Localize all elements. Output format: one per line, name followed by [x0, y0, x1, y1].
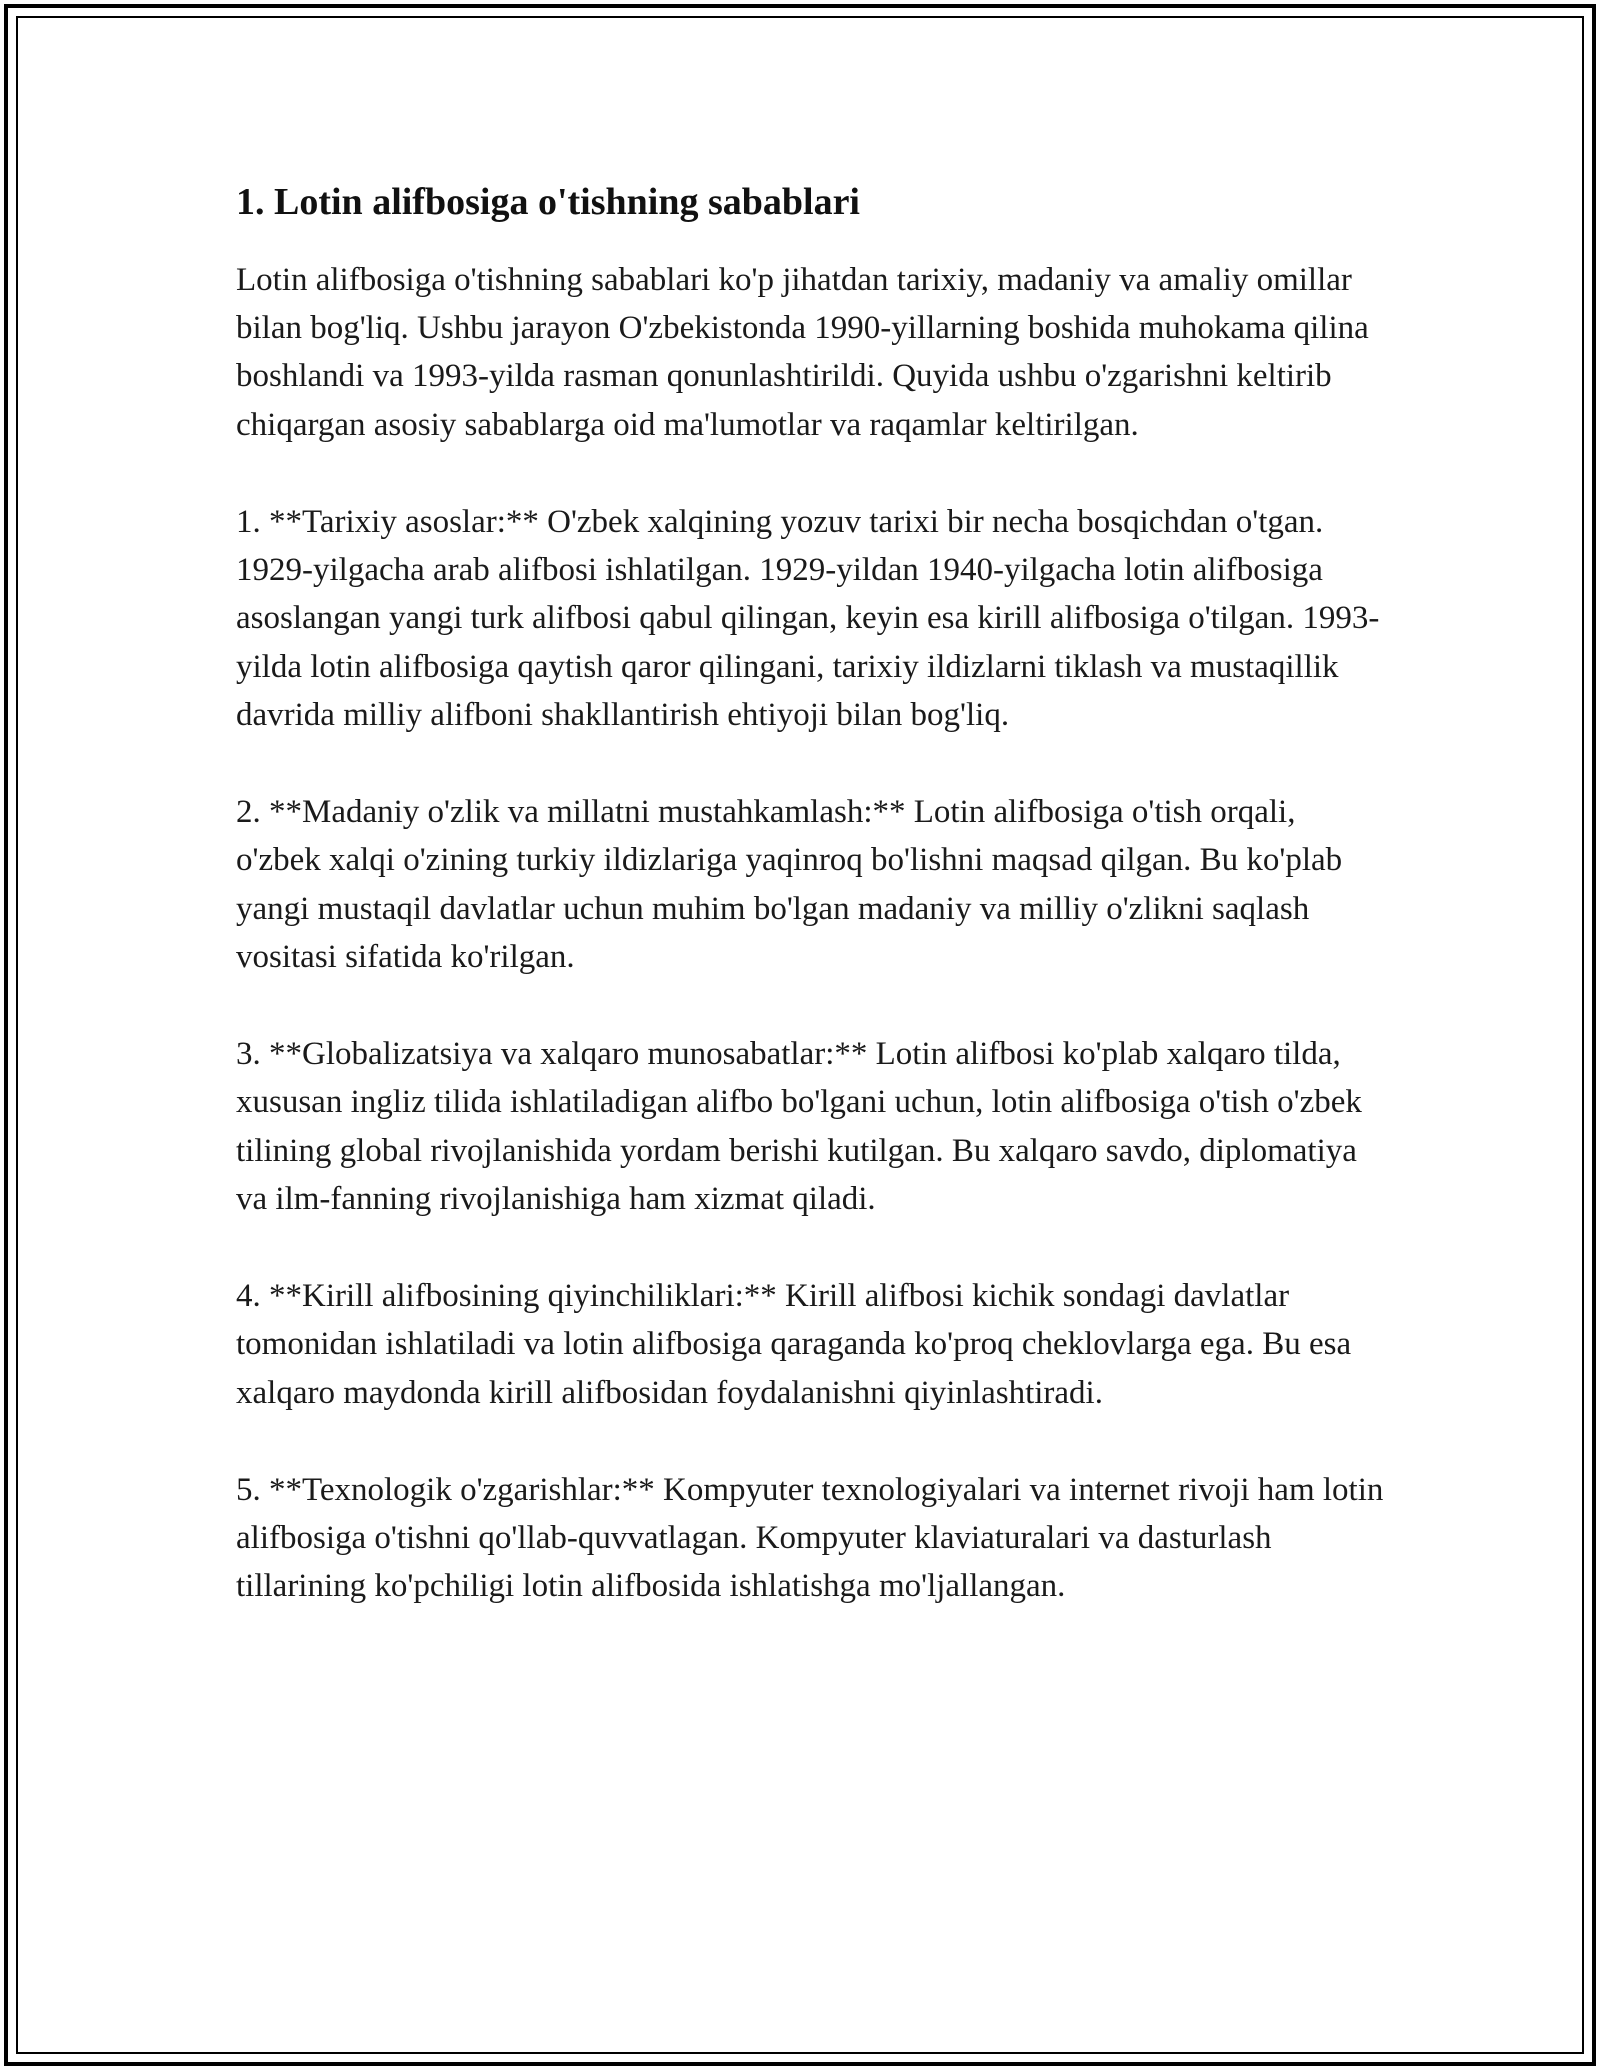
point-historical: 1. **Tarixiy asoslar:** O'zbek xalqining yozuv tarixi bir necha bosqichdan o'tgan. 1929-yilgacha arab alifbosi ishlatilgan. 1929-yildan 1940-yilgacha lotin alifbosiga asoslangan yangi turk alifbosi qabul qilingan, keyin esa kirill alifbosiga o'tilgan. 1993-yilda lotin alifbosiga qaytish qaror qilingani, tarixiy ildizlarni tiklash va mustaqillik davrida milliy alifboni shakllantirish ehtiyoji bilan bog'liq.	[236, 503, 1380, 734]
document-body	[236, 180, 1386, 1611]
page-title: 1. Lotin alifbosiga o'tishning sabablari	[236, 181, 860, 223]
point-technology: 5. **Texnologik o'zgarishlar:** Kompyuter texnologiyalari va internet rivoji ham lotin alifbosiga o'tishni qo'llab-quvvatlagan. Kompyuter klaviaturalari va dasturlash tillarining ko'pchiligi lotin alifbosida ishlatishga mo'ljallangan.	[236, 1471, 1384, 1605]
point-globalization: 3. **Globalizatsiya va xalqaro munosabatlar:** Lotin alifbosi ko'plab xalqaro tilda, xususan ingliz tilida ishlatiladigan alifbo bo'lgani uchun, lotin alifbosiga o'tish o'zbek tilining global rivojlanishida yordam berishi kutilgan. Bu xalqaro savdo, diplomatiya va ilm-fanning rivojlanishiga ham xizmat qiladi.	[236, 1036, 1362, 1218]
point-cyrillic: 4. **Kirill alifbosining qiyinchiliklari:** Kirill alifbosi kichik sondagi davlatlar tomonidan ishlatiladi va lotin alifbosiga qaraganda ko'proq cheklovlarga ega. Bu esa xalqaro maydonda kirill alifbosidan foydalanishni qiyinlashtiradi.	[236, 1278, 1352, 1411]
intro-paragraph: Lotin alifbosiga o'tishning sabablari ko'p jihatdan tarixiy, madaniy va amaliy omillar bilan bog'liq. Ushbu jarayon O'zbekistonda 1990-yillarning boshida muhokama qilina boshlandi va 1993-yilda rasman qonunlashtirildi. Quyida ushbu o'zgarishni keltirib chiqargan asosiy sabablarga oid ma'lumotlar va raqamlar keltirilgan.	[236, 261, 1369, 443]
point-cultural: 2. **Madaniy o'zlik va millatni mustahkamlash:** Lotin alifbosiga o'tish orqali, o'zbek xalqi o'zining turkiy ildizlariga yaqinroq bo'lishni maqsad qilgan. Bu ko'plab yangi mustaqil davlatlar uchun muhim bo'lgan madaniy va milliy o'zlikni saqlash vositasi sifatida ko'rilgan.	[236, 794, 1343, 976]
